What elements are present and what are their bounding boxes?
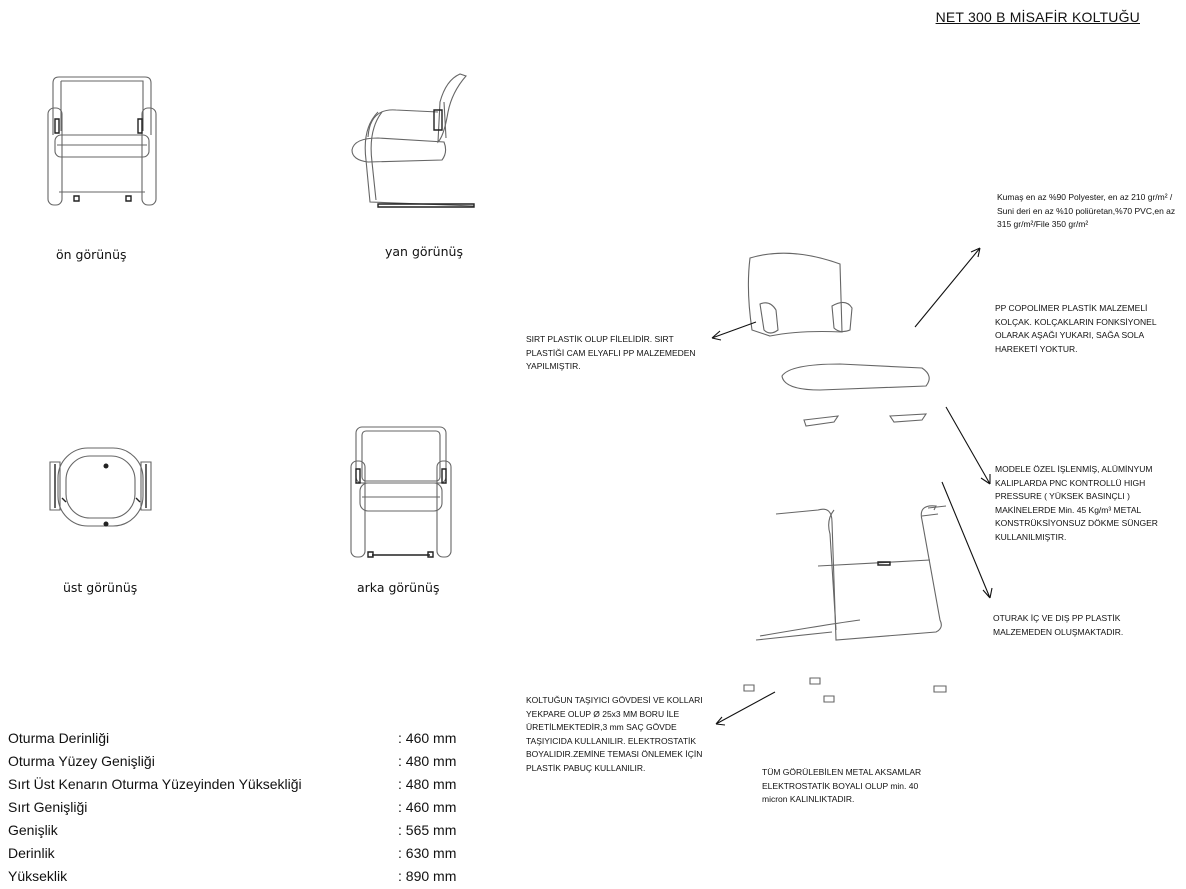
note-backrest: SIRT PLASTİK OLUP FİLELİDİR. SIRT PLASTİĞİ CAM ELYAFLI PP MALZEMEDEN YAPILMIŞTIR. <box>526 334 696 371</box>
spec-value: : 630 mm <box>398 845 457 861</box>
spec-value: : 460 mm <box>398 799 457 815</box>
note-armrest: PP COPOLİMER PLASTİK MALZEMELİ KOLÇAK. KOLÇAKLARIN FONKSİYONEL OLARAK AŞAĞI YUKARI, SAĞA SOLA HAREKETİ YOKTUR. <box>995 303 1157 354</box>
spec-table <box>8 727 478 888</box>
spec-row <box>8 865 478 888</box>
side-view-label: yan görünüş <box>385 244 463 259</box>
back-view-label: arka görünüş <box>357 580 440 595</box>
front-view-label: ön görünüş <box>56 247 127 262</box>
spec-value: : 565 mm <box>398 822 457 838</box>
page-title: NET 300 B MİSAFİR KOLTUĞU <box>935 9 1140 25</box>
spec-name: Genişlik <box>8 822 58 838</box>
spec-value: : 460 mm <box>398 730 457 746</box>
spec-row <box>8 727 478 750</box>
note-foam: MODELE ÖZEL İŞLENMİŞ, ALÜMİNYUM KALIPLARDA PNC KONTROLLÜ HIGH PRESSURE ( YÜKSEK BASINÇLI ) MAKİNELERDE Min. 45 Kg/m³ METAL KONSTRÜKSİYONSUZ DÖKME SÜNGER KULLANILMIŞTIR. <box>995 464 1158 542</box>
spec-row <box>8 773 478 796</box>
spec-name: Derinlik <box>8 845 55 861</box>
spec-row <box>8 750 478 773</box>
spec-name: Yükseklik <box>8 868 68 884</box>
spec-name: Sırt Üst Kenarın Oturma Yüzeyinden Yüksekliği <box>8 776 302 792</box>
spec-name: Sırt Genişliği <box>8 799 88 815</box>
top-view-label: üst görünüş <box>63 580 138 595</box>
spec-name: Oturma Yüzey Genişliği <box>8 753 155 769</box>
note-fabric: Kumaş en az %90 Polyester, en az 210 gr/m² / Suni deri en az %10 poliüretan,%70 PVC,en az 315 gr/m²/File 350 gr/m² <box>997 192 1176 229</box>
spec-name: Oturma Derinliği <box>8 730 110 746</box>
spec-value: : 890 mm <box>398 868 457 884</box>
note-seat-shell: OTURAK İÇ VE DIŞ PP PLASTİK MALZEMEDEN OLUŞMAKTADIR. <box>993 613 1124 637</box>
spec-row <box>8 796 478 819</box>
spec-value: : 480 mm <box>398 753 457 769</box>
note-frame: KOLTUĞUN TAŞIYICI GÖVDESİ VE KOLLARI YEKPARE OLUP Ø 25x3 MM BORU İLE ÜRETİLMEKTEDİR,3 mm SAÇ GÖVDE TAŞIYICIDA KULLANILIR. ELEKTROSTATİK BOYALIDIR.ZEMİNE TEMASI ÖNLEMEK İÇİN PLASTİK PABUÇ KULLANILIR. <box>526 695 703 773</box>
note-metal: TÜM GÖRÜLEBİLEN METAL AKSAMLAR ELEKTROSTATİK BOYALI OLUP min. 40 micron KALINLIKTADIR. <box>762 767 922 804</box>
spec-row <box>8 819 478 842</box>
spec-value: : 480 mm <box>398 776 457 792</box>
spec-row <box>8 842 478 865</box>
